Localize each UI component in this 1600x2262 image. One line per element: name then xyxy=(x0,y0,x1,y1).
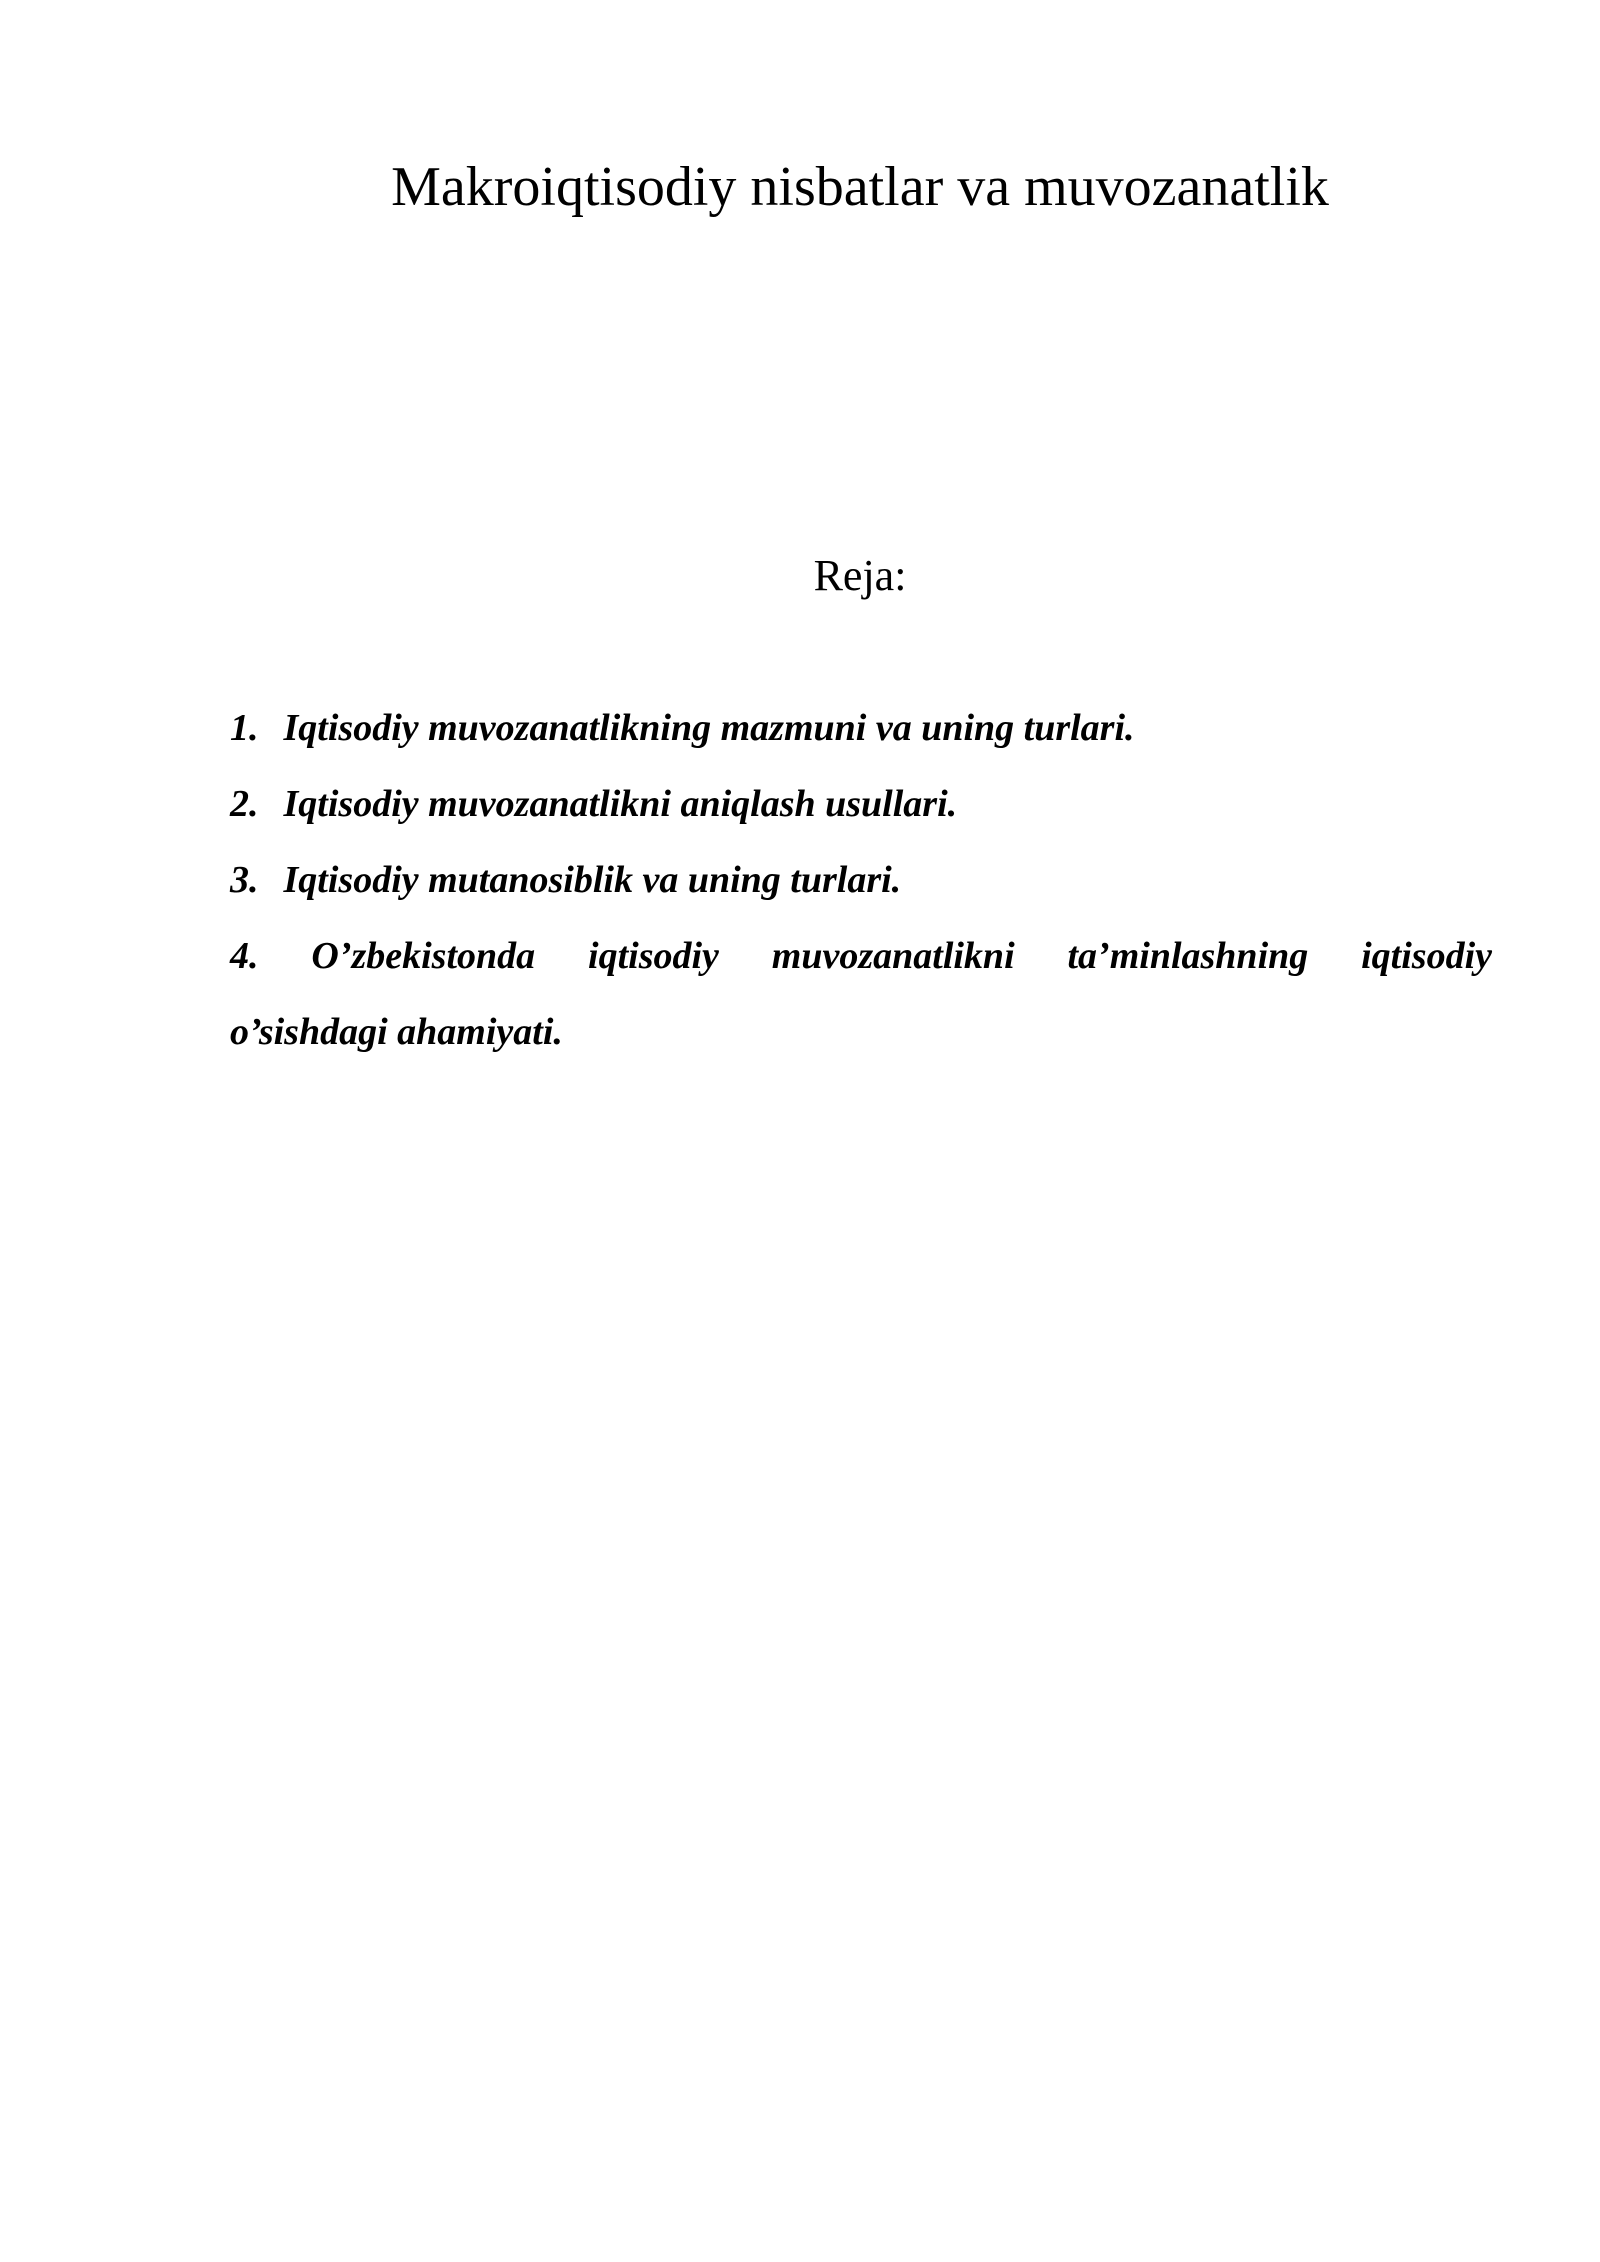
plan-item-text: Iqtisodiy muvozanatlikni aniqlash usullari. xyxy=(283,783,958,825)
plan-item-number: 4. xyxy=(230,935,259,977)
plan-item-number: 2. xyxy=(230,783,259,825)
plan-item-2 xyxy=(230,766,1492,842)
plan-item-number: 1. xyxy=(230,707,259,749)
plan-item-text-continued: o’sishdagi ahamiyati. xyxy=(230,1011,563,1053)
plan-item-line xyxy=(230,918,1492,994)
document-title: Makroiqtisodiy nisbatlar va muvozanatlik xyxy=(391,156,1329,218)
plan-item-text: Iqtisodiy mutanosiblik va uning turlari. xyxy=(283,859,902,901)
plan-item-text: Iqtisodiy muvozanatlikning mazmuni va uning turlari. xyxy=(283,707,1135,749)
plan-item-text: O’zbekistonda iqtisodiy muvozanatlikni ta’minlashning iqtisodiy xyxy=(311,935,1493,977)
plan-item-3 xyxy=(230,842,1492,918)
plan-heading: Reja: xyxy=(813,551,907,600)
plan-item-1 xyxy=(230,690,1492,766)
plan-item-number: 3. xyxy=(230,859,259,901)
plan-list xyxy=(230,690,1492,1070)
plan-item-4 xyxy=(230,918,1492,1070)
